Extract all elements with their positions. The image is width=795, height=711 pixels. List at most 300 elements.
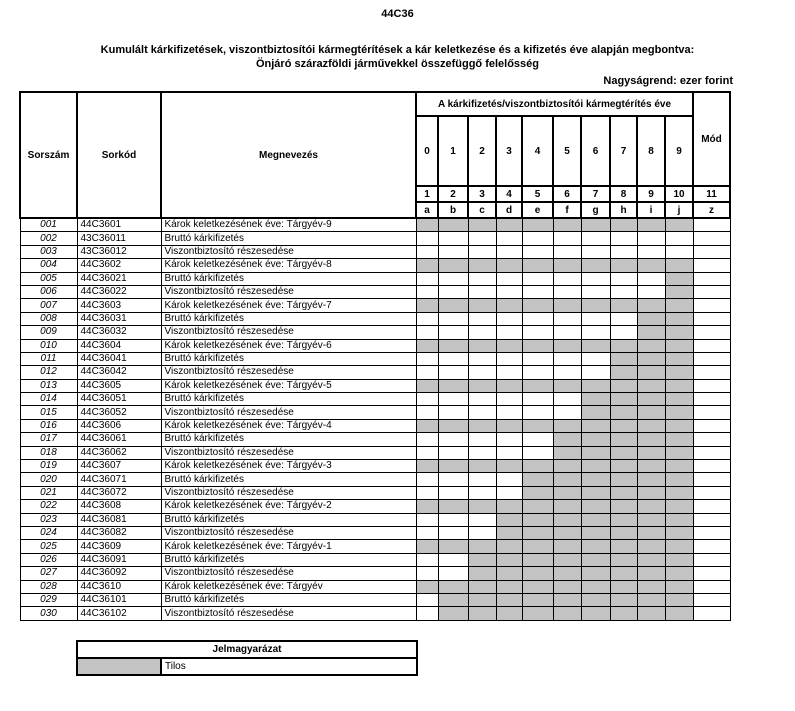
row-code: 44C3610 (77, 580, 161, 593)
forbidden-cell (468, 339, 496, 352)
input-cell[interactable] (416, 567, 438, 580)
row-code: 44C36082 (77, 526, 161, 539)
input-cell[interactable] (438, 232, 468, 245)
table-row (20, 245, 730, 258)
row-name: Károk keletkezésének éve: Tárgyév-1 (161, 540, 416, 553)
forbidden-cell (438, 419, 468, 432)
input-cell[interactable] (416, 272, 438, 285)
forbidden-cell (665, 326, 693, 339)
forbidden-cell (665, 486, 693, 499)
row-number: 002 (20, 232, 77, 245)
input-cell[interactable] (610, 272, 637, 285)
row-code: 44C36061 (77, 433, 161, 446)
forbidden-cell (522, 607, 553, 620)
input-cell[interactable] (468, 245, 496, 258)
input-cell[interactable] (637, 232, 665, 245)
col-number: 3 (468, 186, 496, 202)
forbidden-cell (553, 526, 581, 539)
forbidden-cell (665, 460, 693, 473)
input-cell[interactable] (416, 285, 438, 298)
input-cell[interactable] (416, 526, 438, 539)
row-name: Viszontbiztosító részesedése (161, 285, 416, 298)
forbidden-cell (496, 553, 522, 566)
forbidden-cell (553, 339, 581, 352)
row-name: Bruttó kárkifizetés (161, 272, 416, 285)
row-code: 44C36101 (77, 593, 161, 606)
forbidden-cell (496, 580, 522, 593)
input-cell[interactable] (693, 500, 730, 513)
row-number: 023 (20, 513, 77, 526)
row-code: 44C3602 (77, 259, 161, 272)
forbidden-cell (522, 567, 553, 580)
row-number: 020 (20, 473, 77, 486)
input-cell[interactable] (468, 473, 496, 486)
forbidden-cell (637, 299, 665, 312)
input-cell[interactable] (496, 366, 522, 379)
forbidden-cell (553, 259, 581, 272)
input-cell[interactable] (693, 352, 730, 365)
row-number: 008 (20, 312, 77, 325)
unit-label: Nagyságrend: ezer forint (603, 75, 733, 87)
row-code: 44C3606 (77, 419, 161, 432)
input-cell[interactable] (522, 326, 553, 339)
forbidden-cell (416, 299, 438, 312)
input-cell[interactable] (496, 446, 522, 459)
forbidden-cell (522, 218, 553, 232)
input-cell[interactable] (610, 245, 637, 258)
forbidden-cell (522, 299, 553, 312)
table-row (20, 540, 730, 553)
input-cell[interactable] (693, 218, 730, 232)
forbidden-cell (496, 379, 522, 392)
forbidden-cell (416, 339, 438, 352)
input-cell[interactable] (610, 285, 637, 298)
row-name: Viszontbiztosító részesedése (161, 406, 416, 419)
forbidden-cell (637, 553, 665, 566)
input-cell[interactable] (416, 513, 438, 526)
input-cell[interactable] (468, 433, 496, 446)
forbidden-cell (496, 299, 522, 312)
forbidden-cell (610, 473, 637, 486)
input-cell[interactable] (693, 446, 730, 459)
row-name: Károk keletkezésének éve: Tárgyév-4 (161, 419, 416, 432)
input-cell[interactable] (438, 326, 468, 339)
input-cell[interactable] (522, 245, 553, 258)
input-cell[interactable] (610, 326, 637, 339)
forbidden-cell (468, 299, 496, 312)
input-cell[interactable] (468, 366, 496, 379)
input-cell[interactable] (496, 326, 522, 339)
input-cell[interactable] (522, 312, 553, 325)
forbidden-cell (610, 218, 637, 232)
forbidden-cell (610, 352, 637, 365)
input-cell[interactable] (553, 245, 581, 258)
forbidden-cell (665, 433, 693, 446)
row-name: Bruttó kárkifizetés (161, 553, 416, 566)
row-code: 44C36072 (77, 486, 161, 499)
input-cell[interactable] (693, 580, 730, 593)
input-cell[interactable] (416, 433, 438, 446)
forbidden-cell (665, 593, 693, 606)
input-cell[interactable] (522, 366, 553, 379)
input-cell[interactable] (496, 486, 522, 499)
row-code: 44C36041 (77, 352, 161, 365)
year-col-header: 7 (610, 116, 637, 186)
row-code: 44C3608 (77, 500, 161, 513)
input-cell[interactable] (496, 285, 522, 298)
forbidden-cell (637, 312, 665, 325)
row-name: Károk keletkezésének éve: Tárgyév-2 (161, 500, 416, 513)
row-number: 017 (20, 433, 77, 446)
input-cell[interactable] (496, 232, 522, 245)
forbidden-cell (496, 513, 522, 526)
input-cell[interactable] (438, 272, 468, 285)
input-cell[interactable] (438, 473, 468, 486)
input-cell[interactable] (468, 446, 496, 459)
table-row (20, 526, 730, 539)
forbidden-cell (522, 553, 553, 566)
forbidden-cell (581, 379, 610, 392)
forbidden-cell (665, 580, 693, 593)
row-number: 029 (20, 593, 77, 606)
input-cell[interactable] (693, 460, 730, 473)
forbidden-cell (665, 352, 693, 365)
forbidden-cell (553, 473, 581, 486)
col-letter: c (468, 202, 496, 218)
input-cell[interactable] (581, 245, 610, 258)
input-cell[interactable] (522, 232, 553, 245)
input-cell[interactable] (416, 607, 438, 620)
input-cell[interactable] (553, 406, 581, 419)
input-cell[interactable] (468, 352, 496, 365)
input-cell[interactable] (522, 352, 553, 365)
forbidden-cell (610, 553, 637, 566)
input-cell[interactable] (637, 285, 665, 298)
input-cell[interactable] (553, 312, 581, 325)
row-name: Viszontbiztosító részesedése (161, 607, 416, 620)
input-cell[interactable] (438, 352, 468, 365)
row-name: Viszontbiztosító részesedése (161, 326, 416, 339)
input-cell[interactable] (416, 352, 438, 365)
input-cell[interactable] (416, 393, 438, 406)
legend-label: Tilos (161, 658, 417, 675)
input-cell[interactable] (693, 285, 730, 298)
input-cell[interactable] (693, 433, 730, 446)
row-name: Károk keletkezésének éve: Tárgyév-5 (161, 379, 416, 392)
row-number: 001 (20, 218, 77, 232)
forbidden-cell (610, 607, 637, 620)
row-name: Viszontbiztosító részesedése (161, 486, 416, 499)
year-col-header: 5 (553, 116, 581, 186)
forbidden-cell (522, 540, 553, 553)
table-row (20, 285, 730, 298)
table-row (20, 259, 730, 272)
forbidden-cell (553, 433, 581, 446)
input-cell[interactable] (637, 272, 665, 285)
forbidden-cell (637, 486, 665, 499)
input-cell[interactable] (438, 526, 468, 539)
input-cell[interactable] (581, 352, 610, 365)
input-cell[interactable] (581, 285, 610, 298)
input-cell[interactable] (438, 513, 468, 526)
forbidden-cell (610, 593, 637, 606)
input-cell[interactable] (468, 393, 496, 406)
forbidden-cell (665, 540, 693, 553)
forbidden-cell (581, 580, 610, 593)
forbidden-cell (553, 486, 581, 499)
row-name: Bruttó kárkifizetés (161, 393, 416, 406)
year-col-header: 3 (496, 116, 522, 186)
col-number: 4 (496, 186, 522, 202)
input-cell[interactable] (693, 366, 730, 379)
forbidden-cell (468, 218, 496, 232)
input-cell[interactable] (416, 245, 438, 258)
row-code: 44C36102 (77, 607, 161, 620)
col-letter: b (438, 202, 468, 218)
row-number: 005 (20, 272, 77, 285)
input-cell[interactable] (610, 232, 637, 245)
table-row (20, 460, 730, 473)
forbidden-cell (665, 607, 693, 620)
forbidden-cell (581, 513, 610, 526)
input-cell[interactable] (553, 326, 581, 339)
input-cell[interactable] (693, 607, 730, 620)
input-cell[interactable] (496, 393, 522, 406)
input-cell[interactable] (553, 285, 581, 298)
input-cell[interactable] (553, 393, 581, 406)
forbidden-cell (553, 500, 581, 513)
input-cell[interactable] (416, 553, 438, 566)
input-cell[interactable] (693, 567, 730, 580)
input-cell[interactable] (581, 312, 610, 325)
input-cell[interactable] (693, 326, 730, 339)
forbidden-cell (553, 460, 581, 473)
input-cell[interactable] (416, 473, 438, 486)
input-cell[interactable] (438, 446, 468, 459)
table-code: 44C36 (381, 8, 414, 20)
input-cell[interactable] (693, 406, 730, 419)
col-number: 10 (665, 186, 693, 202)
year-col-header: 1 (438, 116, 468, 186)
input-cell[interactable] (416, 366, 438, 379)
input-cell[interactable] (496, 245, 522, 258)
row-code: 44C36052 (77, 406, 161, 419)
input-cell[interactable] (438, 312, 468, 325)
forbidden-cell (581, 393, 610, 406)
input-cell[interactable] (553, 272, 581, 285)
input-cell[interactable] (637, 245, 665, 258)
input-cell[interactable] (438, 486, 468, 499)
input-cell[interactable] (553, 232, 581, 245)
row-number: 007 (20, 299, 77, 312)
forbidden-cell (665, 218, 693, 232)
row-code: 43C36011 (77, 232, 161, 245)
year-col-header: 2 (468, 116, 496, 186)
input-cell[interactable] (468, 486, 496, 499)
row-code: 44C36091 (77, 553, 161, 566)
forbidden-cell (665, 272, 693, 285)
input-cell[interactable] (693, 379, 730, 392)
input-cell[interactable] (416, 326, 438, 339)
forbidden-cell (553, 299, 581, 312)
row-name: Bruttó kárkifizetés (161, 232, 416, 245)
input-cell[interactable] (496, 406, 522, 419)
forbidden-cell (581, 540, 610, 553)
forbidden-cell (416, 379, 438, 392)
input-cell[interactable] (468, 406, 496, 419)
row-code: 43C36012 (77, 245, 161, 258)
input-cell[interactable] (693, 419, 730, 432)
input-cell[interactable] (553, 352, 581, 365)
row-number: 010 (20, 339, 77, 352)
row-number: 019 (20, 460, 77, 473)
forbidden-cell (581, 433, 610, 446)
input-cell[interactable] (693, 473, 730, 486)
input-cell[interactable] (468, 312, 496, 325)
forbidden-cell (468, 500, 496, 513)
input-cell[interactable] (522, 446, 553, 459)
input-cell[interactable] (693, 299, 730, 312)
input-cell[interactable] (468, 272, 496, 285)
input-cell[interactable] (468, 326, 496, 339)
input-cell[interactable] (581, 272, 610, 285)
input-cell[interactable] (496, 433, 522, 446)
forbidden-cell (665, 312, 693, 325)
input-cell[interactable] (553, 366, 581, 379)
year-col-header: 8 (637, 116, 665, 186)
row-name: Bruttó kárkifizetés (161, 513, 416, 526)
row-number: 024 (20, 526, 77, 539)
input-cell[interactable] (416, 406, 438, 419)
input-cell[interactable] (522, 433, 553, 446)
input-cell[interactable] (438, 245, 468, 258)
col-number: 2 (438, 186, 468, 202)
input-cell[interactable] (416, 486, 438, 499)
forbidden-cell (553, 513, 581, 526)
forbidden-cell (637, 339, 665, 352)
forbidden-cell (496, 500, 522, 513)
input-cell[interactable] (693, 259, 730, 272)
input-cell[interactable] (693, 513, 730, 526)
input-cell[interactable] (693, 393, 730, 406)
table-row (20, 446, 730, 459)
input-cell[interactable] (693, 312, 730, 325)
input-cell[interactable] (522, 406, 553, 419)
input-cell[interactable] (522, 393, 553, 406)
input-cell[interactable] (610, 312, 637, 325)
forbidden-cell (468, 567, 496, 580)
input-cell[interactable] (693, 339, 730, 352)
input-cell[interactable] (438, 433, 468, 446)
forbidden-cell (496, 526, 522, 539)
forbidden-cell (610, 393, 637, 406)
row-code: 44C3609 (77, 540, 161, 553)
row-number: 004 (20, 259, 77, 272)
input-cell[interactable] (581, 326, 610, 339)
forbidden-cell (522, 473, 553, 486)
input-cell[interactable] (416, 446, 438, 459)
col-letter: h (610, 202, 637, 218)
row-number: 016 (20, 419, 77, 432)
table-row (20, 433, 730, 446)
input-cell[interactable] (438, 406, 468, 419)
forbidden-cell (637, 513, 665, 526)
input-cell[interactable] (693, 272, 730, 285)
row-number: 014 (20, 393, 77, 406)
col-number: 6 (553, 186, 581, 202)
input-cell[interactable] (438, 553, 468, 566)
input-cell[interactable] (665, 245, 693, 258)
input-cell[interactable] (416, 312, 438, 325)
forbidden-cell (416, 259, 438, 272)
input-cell[interactable] (693, 540, 730, 553)
input-cell[interactable] (468, 526, 496, 539)
forbidden-cell (610, 446, 637, 459)
input-cell[interactable] (416, 593, 438, 606)
input-cell[interactable] (468, 513, 496, 526)
input-cell[interactable] (438, 567, 468, 580)
legend-table (76, 640, 418, 676)
input-cell[interactable] (581, 366, 610, 379)
forbidden-cell (553, 419, 581, 432)
input-cell[interactable] (468, 285, 496, 298)
forbidden-cell (637, 607, 665, 620)
input-cell[interactable] (438, 285, 468, 298)
forbidden-cell (610, 419, 637, 432)
input-cell[interactable] (522, 285, 553, 298)
input-cell[interactable] (693, 593, 730, 606)
row-number: 006 (20, 285, 77, 298)
row-number: 011 (20, 352, 77, 365)
input-cell[interactable] (693, 245, 730, 258)
forbidden-cell (522, 460, 553, 473)
forbidden-cell (468, 593, 496, 606)
forbidden-cell (637, 259, 665, 272)
input-cell[interactable] (438, 366, 468, 379)
forbidden-cell (522, 513, 553, 526)
forbidden-cell (438, 379, 468, 392)
forbidden-cell (610, 513, 637, 526)
input-cell[interactable] (416, 232, 438, 245)
forbidden-cell (438, 540, 468, 553)
input-cell[interactable] (693, 232, 730, 245)
forbidden-cell (496, 607, 522, 620)
row-code: 44C36022 (77, 285, 161, 298)
input-cell[interactable] (581, 232, 610, 245)
forbidden-cell (610, 526, 637, 539)
forbidden-cell (610, 460, 637, 473)
forbidden-cell (553, 553, 581, 566)
input-cell[interactable] (496, 352, 522, 365)
input-cell[interactable] (468, 232, 496, 245)
input-cell[interactable] (496, 312, 522, 325)
forbidden-cell (438, 299, 468, 312)
col-letter: d (496, 202, 522, 218)
input-cell[interactable] (693, 553, 730, 566)
forbidden-cell (416, 540, 438, 553)
forbidden-cell (637, 419, 665, 432)
input-cell[interactable] (496, 272, 522, 285)
input-cell[interactable] (496, 473, 522, 486)
forbidden-cell (610, 259, 637, 272)
input-cell[interactable] (665, 232, 693, 245)
input-cell[interactable] (438, 393, 468, 406)
input-cell[interactable] (693, 486, 730, 499)
input-cell[interactable] (522, 272, 553, 285)
row-number: 027 (20, 567, 77, 580)
input-cell[interactable] (693, 526, 730, 539)
row-name: Károk keletkezésének éve: Tárgyév-6 (161, 339, 416, 352)
